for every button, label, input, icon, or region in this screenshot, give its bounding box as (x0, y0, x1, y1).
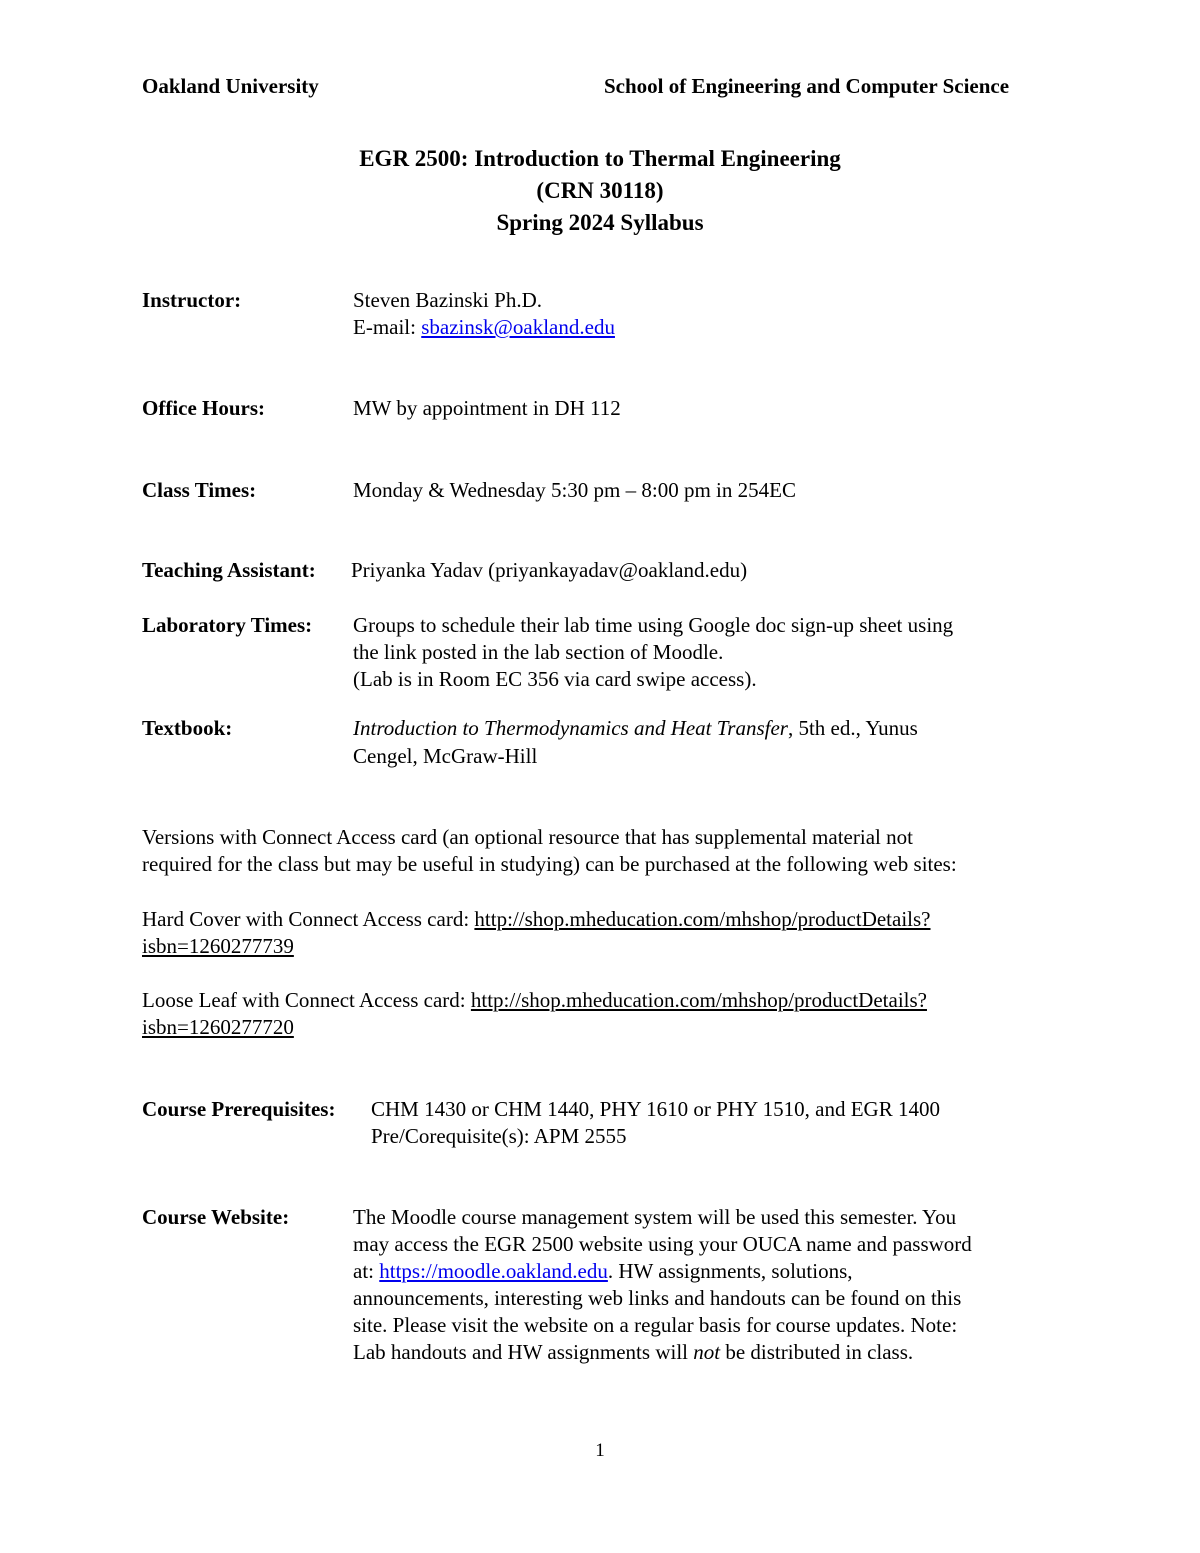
versions-line2: required for the class but may be useful in studying) can be purchased at the following web sites: (142, 852, 957, 876)
versions-line1: Versions with Connect Access card (an optional resource that has supplemental material not (142, 825, 913, 849)
loose-leaf-link-cont[interactable]: isbn=1260277720 (142, 1015, 294, 1039)
website-label: Course Website: (142, 1205, 290, 1229)
loose-leaf-line1 (142, 987, 1072, 1014)
class-times-label: Class Times: (142, 478, 257, 502)
header-school: School of Engineering and Computer Science (604, 74, 1010, 98)
instructor-email-link[interactable]: sbazinsk@oakland.edu (421, 315, 615, 339)
website-line1: The Moodle course management system will be used this semester. You (353, 1205, 957, 1229)
hard-cover-line1 (142, 906, 1072, 933)
website-line3 (353, 1258, 1073, 1285)
website-line2: may access the EGR 2500 website using your OUCA name and password (353, 1232, 972, 1256)
teaching-assistant-label: Teaching Assistant: (142, 558, 316, 582)
website-at: at: (353, 1259, 380, 1283)
loose-leaf-line2 (142, 1014, 1072, 1041)
textbook-line2: Cengel, McGraw-Hill (353, 744, 538, 768)
syllabus-term: Spring 2024 Syllabus (496, 210, 704, 235)
course-title: EGR 2500: Introduction to Thermal Engineering (359, 146, 841, 171)
lab-times-line1: Groups to schedule their lab time using Google doc sign-up sheet using (353, 613, 954, 637)
website-line6-suffix: be distributed in class. (720, 1340, 914, 1364)
header-university: Oakland University (142, 74, 319, 98)
website-line5: site. Please visit the website on a regular basis for course updates. Note: (353, 1313, 958, 1337)
moodle-link[interactable]: https://moodle.oakland.edu (379, 1259, 608, 1283)
page-number: 1 (595, 1440, 605, 1461)
textbook-title: Introduction to Thermodynamics and Heat Transfer (353, 716, 788, 740)
loose-leaf-link[interactable]: http://shop.mheducation.com/mhshop/productDetails? (470, 988, 927, 1012)
course-crn: (CRN 30118) (536, 178, 664, 203)
hard-cover-link[interactable]: http://shop.mheducation.com/mhshop/productDetails? (474, 907, 931, 931)
website-not-emphasis: not (693, 1340, 721, 1364)
hard-cover-link-cont[interactable]: isbn=1260277739 (142, 934, 294, 958)
textbook-edition: , 5th ed., Yunus (787, 716, 918, 740)
website-line6 (353, 1339, 1073, 1366)
prerequisites-line2: Pre/Corequisite(s): APM 2555 (371, 1124, 627, 1148)
loose-leaf-prefix: Loose Leaf with Connect Access card: (142, 988, 471, 1012)
lab-times-label: Laboratory Times: (142, 613, 313, 637)
website-line6-prefix: Lab handouts and HW assignments will (353, 1340, 694, 1364)
lab-times-line3: (Lab is in Room EC 356 via card swipe access). (353, 667, 757, 691)
hard-cover-prefix: Hard Cover with Connect Access card: (142, 907, 475, 931)
office-hours-value: MW by appointment in DH 112 (353, 396, 621, 420)
hard-cover-line2 (142, 933, 1072, 960)
email-prefix: E-mail: (353, 315, 422, 339)
office-hours-label: Office Hours: (142, 396, 266, 420)
instructor-email-line (353, 314, 1073, 341)
website-line4: announcements, interesting web links and handouts can be found on this (353, 1286, 962, 1310)
textbook-line1 (353, 715, 1073, 742)
prerequisites-label: Course Prerequisites: (142, 1097, 336, 1121)
instructor-name: Steven Bazinski Ph.D. (353, 288, 542, 312)
teaching-assistant-value: Priyanka Yadav (priyankayadav@oakland.edu) (351, 558, 748, 582)
textbook-label: Textbook: (142, 716, 233, 740)
instructor-label: Instructor: (142, 288, 242, 312)
website-line3-suffix: . HW assignments, solutions, (607, 1259, 853, 1283)
lab-times-line2: the link posted in the lab section of Moodle. (353, 640, 724, 664)
class-times-value: Monday & Wednesday 5:30 pm – 8:00 pm in 254EC (353, 478, 796, 502)
prerequisites-line1: CHM 1430 or CHM 1440, PHY 1610 or PHY 1510, and EGR 1400 (371, 1097, 940, 1121)
